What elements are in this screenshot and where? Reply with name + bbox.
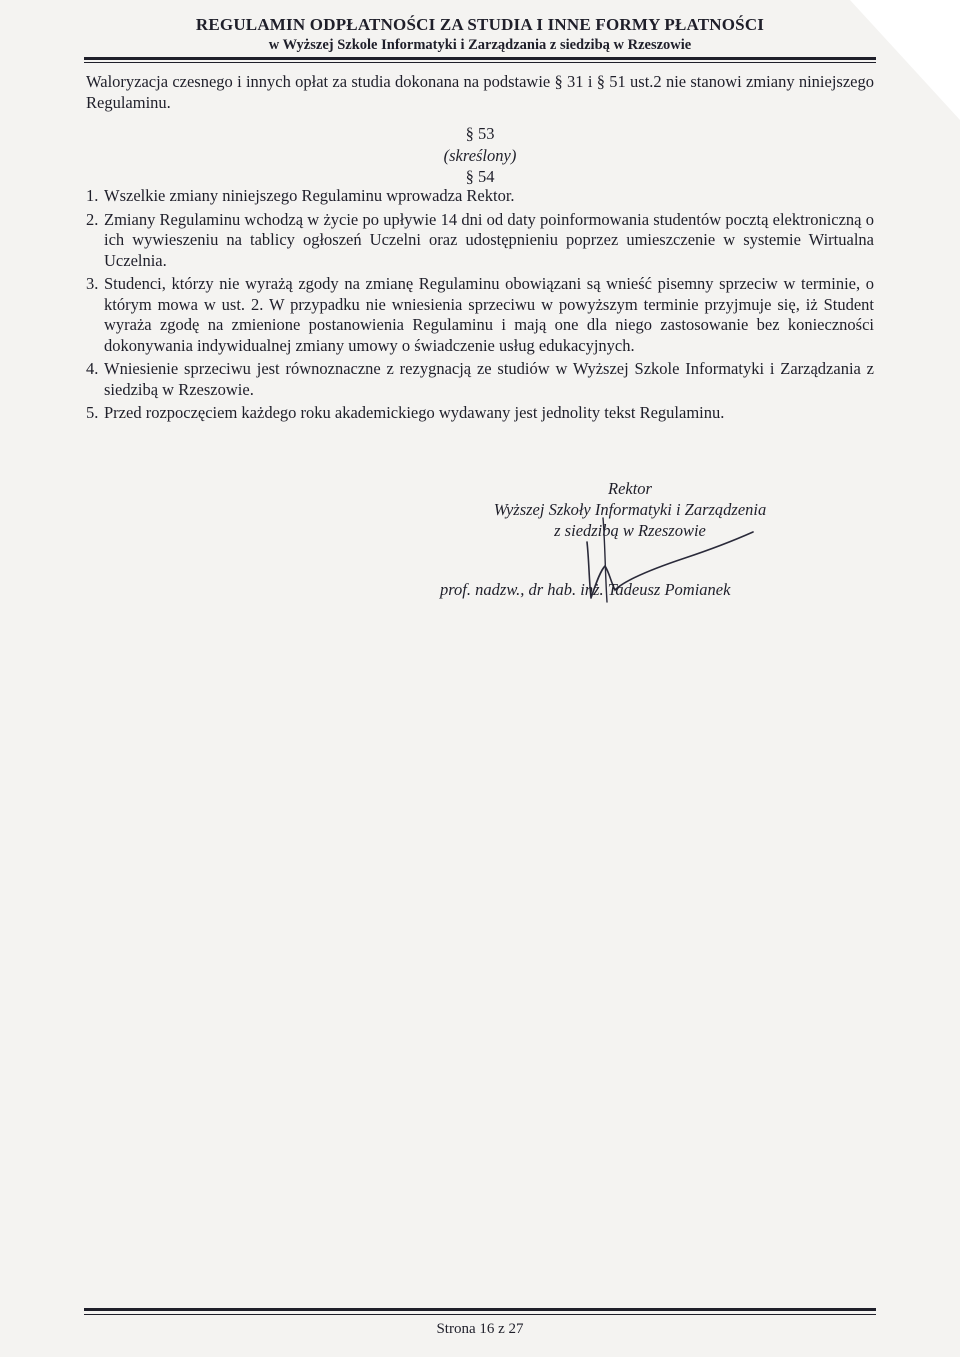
list-item <box>86 403 874 424</box>
header-subtitle: w Wyższej Szkole Informatyki i Zarządzania z siedzibą w Rzeszowie <box>268 37 692 53</box>
section-53-heading: § 53 <box>465 124 495 143</box>
signature-name: prof. nadzw., dr hab. inż. Tadeusz Pomianek <box>440 580 731 599</box>
list-item <box>86 274 874 356</box>
header-rule-thin <box>84 62 876 63</box>
list-item <box>86 359 874 400</box>
header-rule-thick <box>84 57 876 60</box>
signature-school: Wyższej Szkoły Informatyki i Zarządzenia <box>493 500 767 519</box>
header-title: REGULAMIN ODPŁATNOŚCI ZA STUDIA I INNE FORMY PŁATNOŚCI <box>195 15 765 34</box>
list-item-number: 1. <box>86 186 99 205</box>
list-item <box>86 186 874 207</box>
list-item-text: Wniesienie sprzeciwu jest równoznaczne z rezygnacją ze studiów w Wyższej Szkole Informatyki i Zarządzania z siedzibą w Rzeszowie. <box>104 359 874 399</box>
signature-role: Rektor <box>608 479 652 498</box>
list-item-number: 2. <box>86 209 99 229</box>
intro-paragraph: Waloryzacja czesnego i innych opłat za studia dokonana na podstawie § 31 i § 51 ust.2 nie stanowi zmiany niniejszego Regulaminu. <box>86 72 874 112</box>
document-header <box>84 14 876 54</box>
section-54-list <box>86 186 874 424</box>
section-53-note: (skreślony) <box>443 146 517 165</box>
signature-city: z siedzibą w Rzeszowie <box>554 521 706 540</box>
list-item-text: Wszelkie zmiany niniejszego Regulaminu wprowadza Rektor. <box>104 186 515 205</box>
list-item-number: 3. <box>86 274 99 293</box>
list-item-number: 5. <box>86 403 99 422</box>
list-item-number: 4. <box>86 359 99 378</box>
list-item <box>86 210 874 272</box>
section-54-heading: § 54 <box>465 167 495 186</box>
footer-rule-thin <box>84 1314 876 1315</box>
page-number: Strona 16 z 27 <box>436 1321 524 1337</box>
list-item-text: Przed rozpoczęciem każdego roku akademickiego wydawany jest jednolity tekst Regulaminu. <box>104 403 725 422</box>
footer-rule-thick <box>84 1308 876 1311</box>
list-item-text: Zmiany Regulaminu wchodzą w życie po upływie 14 dni od daty poinformowania studentów pocztą elektroniczną o ich wywieszeniu na tablicy ogłoszeń Uczelni oraz udostępnieniu poprzez umieszczenie w systemie Wirtualna Uczelnia. <box>104 209 874 270</box>
list-item-text: Studenci, którzy nie wyrażą zgody na zmianę Regulaminu obowiązani są wnieść pisemny sprzeciw w terminie, o którym mowa w ust. 2. W przypadku nie wniesienia sprzeciwu w powyższym terminie przyjmuje się, iż Student wyraża zgodę na zmienione postanowienia Regulaminu i mają one dla niego zastosowanie bez konieczności dokonywania indywidualnej zmiany umowy o świadczenie usług edukacyjnych. <box>104 274 874 355</box>
